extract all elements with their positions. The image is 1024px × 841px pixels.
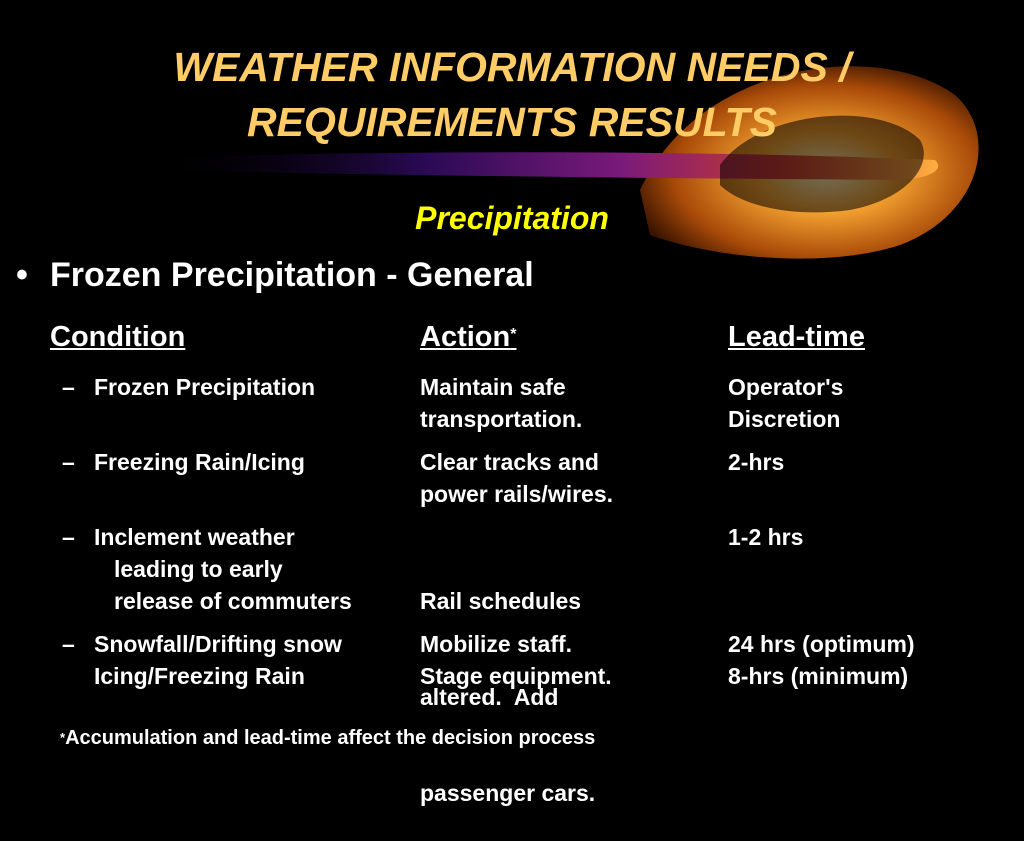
action-line: Maintain safe xyxy=(420,374,566,400)
row-action xyxy=(420,371,582,435)
title-line-1: WEATHER INFORMATION NEEDS / xyxy=(173,44,851,90)
condition-line: Frozen Precipitation xyxy=(94,374,316,400)
row-dash: – xyxy=(62,524,75,550)
row-leadtime xyxy=(728,446,784,478)
row-action xyxy=(420,446,613,510)
row-condition xyxy=(94,521,352,617)
row-leadtime xyxy=(728,371,843,435)
footnote-text: Accumulation and lead-time affect the decision process xyxy=(65,727,596,749)
leadtime-line: 1-2 hrs xyxy=(728,524,804,550)
leadtime-line: Discretion xyxy=(728,406,841,432)
row-condition xyxy=(94,371,315,403)
row-leadtime xyxy=(728,628,915,692)
row-condition xyxy=(94,446,305,478)
column-header-leadtime xyxy=(728,317,865,357)
section-subtitle: Precipitation xyxy=(415,200,609,236)
row-leadtime xyxy=(728,521,803,553)
leadtime-line: 2-hrs xyxy=(728,449,785,475)
leadtime-line: 8-hrs (minimum) xyxy=(728,663,909,689)
condition-line: leading to early xyxy=(114,556,283,582)
row-dash: – xyxy=(62,374,75,400)
action-line: transportation. xyxy=(420,406,583,432)
footnote xyxy=(60,724,595,752)
action-header-label: Action xyxy=(420,321,511,353)
action-line: Mobilize staff. xyxy=(420,631,573,657)
row-dash: – xyxy=(62,449,75,475)
column-header-condition xyxy=(12,317,185,357)
column-header-action xyxy=(420,317,516,357)
condition-line: release of commuters xyxy=(114,588,352,614)
leadtime-line: Operator's xyxy=(728,374,844,400)
bullet-heading xyxy=(16,253,534,297)
row-dash: – xyxy=(62,631,75,657)
action-line: Stage equipment. xyxy=(420,663,612,689)
condition-line: Freezing Rain/Icing xyxy=(94,449,305,475)
action-line: passenger cars. xyxy=(420,780,596,806)
bullet-heading-text: Frozen Precipitation - General xyxy=(50,256,534,294)
leadtime-line: 24 hrs (optimum) xyxy=(728,631,915,657)
footnote-marker: * xyxy=(60,730,66,745)
row-action xyxy=(420,628,612,692)
row-condition xyxy=(94,628,342,692)
action-line: Rail schedules xyxy=(420,588,582,614)
action-line: power rails/wires. xyxy=(420,481,614,507)
action-footnote-marker: * xyxy=(510,326,517,343)
action-line: altered. Add xyxy=(420,684,559,710)
condition-line: Snowfall/Drifting snow xyxy=(94,631,342,657)
condition-line: Inclement weather xyxy=(94,524,295,550)
slide-title xyxy=(0,40,1024,150)
bullet-dot: • xyxy=(16,256,28,294)
leadtime-header-label: Lead-time xyxy=(728,321,865,353)
condition-header-label: Condition xyxy=(50,321,186,353)
action-line: Clear tracks and xyxy=(420,449,599,475)
title-line-2: REQUIREMENTS RESULTS xyxy=(247,99,777,145)
condition-line: Icing/Freezing Rain xyxy=(94,663,305,689)
